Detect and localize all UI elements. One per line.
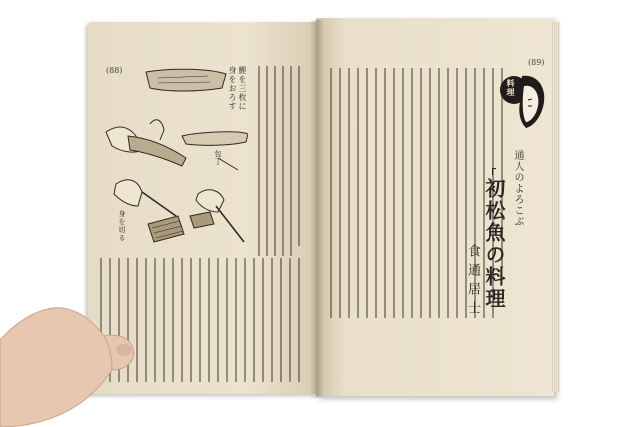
right-page-number: (89) xyxy=(528,58,545,67)
article-author: 食通居士 xyxy=(465,244,480,320)
right-page xyxy=(316,18,554,396)
badge-label: 料理 xyxy=(506,79,516,97)
article-title: 初松魚の料理 xyxy=(482,178,506,310)
page-edges xyxy=(552,22,560,392)
figure-label: 包丁 xyxy=(214,150,222,166)
figure-label: 身をおろす xyxy=(228,66,237,111)
left-page-number: (88) xyxy=(106,66,123,75)
holding-hand xyxy=(0,300,180,427)
gutter-shadow xyxy=(310,20,324,398)
series-title: 通人のよろこぶ xyxy=(512,150,523,227)
figure-label: 鰹を三枚に xyxy=(238,66,247,111)
figure-label: 身を切る xyxy=(118,210,126,242)
ryouri-badge xyxy=(500,72,546,132)
